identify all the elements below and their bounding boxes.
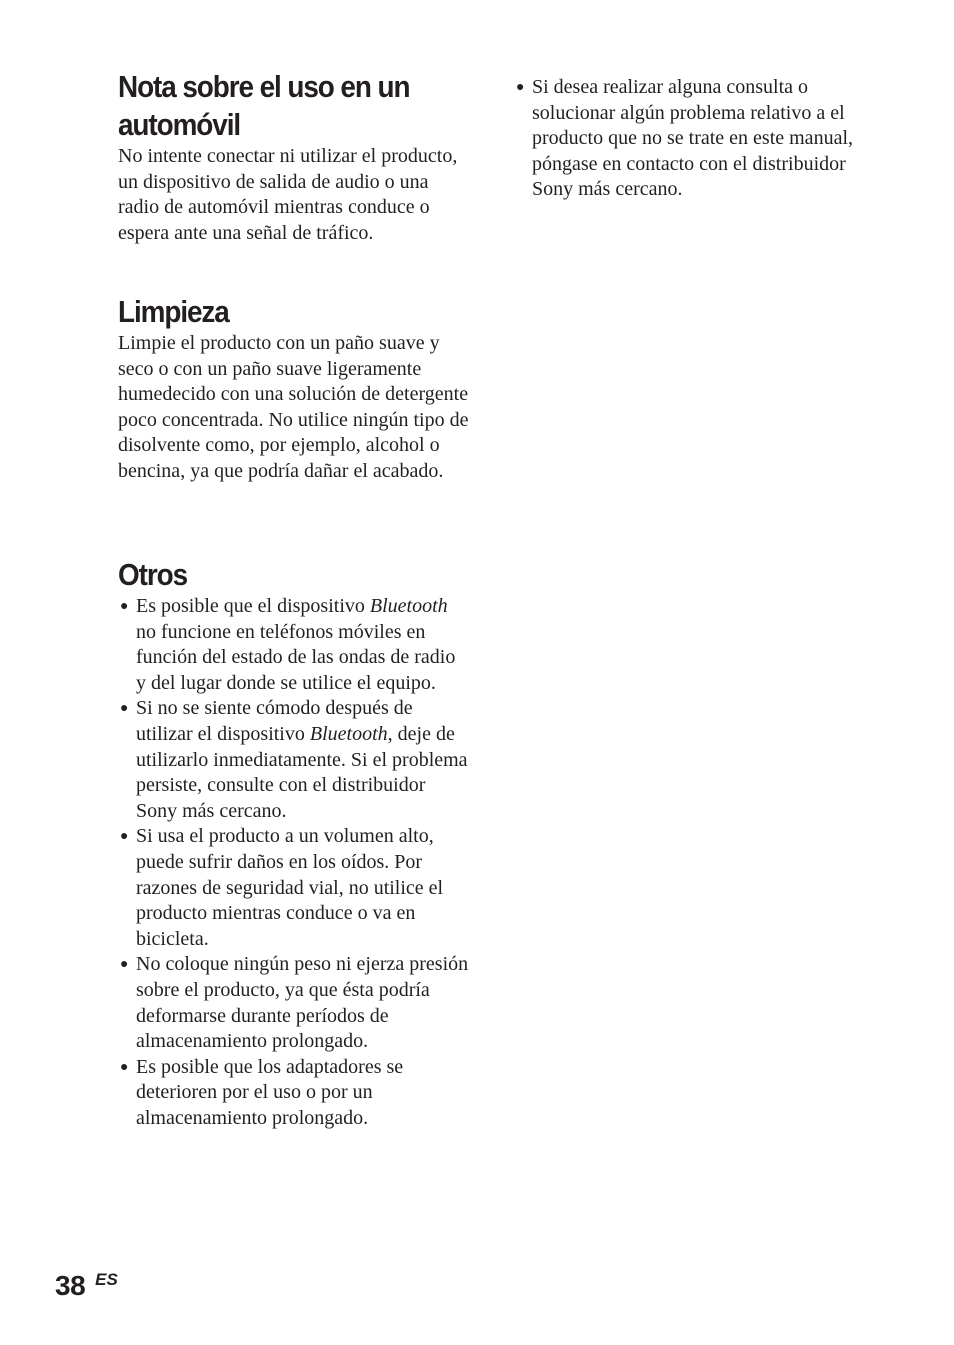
list-item-text-pre: Es posible que el dispositivo [136, 595, 370, 617]
list-item-text-em: Bluetooth [309, 722, 388, 745]
list-item-text-pre: Si no se siente cómodo después de utilizar el dispositivo [136, 697, 413, 745]
list-item [514, 75, 866, 203]
language-code: ES [95, 1270, 118, 1289]
list-item-text-post: no funcione en teléfonos móviles en función del estado de las ondas de radio y del lugar donde se utilice el equipo. [136, 620, 456, 694]
car-use-body: No intente conectar ni utilizar el producto, un dispositivo de salida de audio o una radio de automóvil mientras conduce o espera ante una señal de tráfico. [118, 145, 458, 244]
bullet-icon: ● [120, 957, 129, 973]
list-item [118, 1055, 470, 1132]
heading-car-use-line1: Nota sobre el uso en un [118, 69, 410, 104]
bullet-icon: ● [120, 701, 129, 717]
heading-car-use-line2: automóvil [118, 107, 241, 142]
heading-others: Otros [118, 557, 188, 592]
page-number: 38 [55, 1270, 86, 1301]
section-cleaning [118, 293, 470, 485]
bullet-icon: ● [120, 599, 129, 614]
others-list-continued [514, 75, 866, 203]
list-item-text: Si desea realizar alguna consulta o solucionar algún problema relativo a el producto que no se trate en este manual, póngase en contacto con el distribuidor Sony más cercano. [532, 76, 853, 201]
cleaning-body: Limpie el producto con un paño suave y seco o con un paño suave ligeramente humedecido con una solución de detergente poco concentrada. No utilice ningún tipo de disolvente como, por ejemplo, alcohol o bencina, ya que podría dañar el acabado. [118, 332, 469, 482]
section-car-use [118, 68, 470, 246]
heading-cleaning: Limpieza [118, 294, 229, 329]
heading-car-use [118, 68, 435, 144]
list-item-text-pre: Si usa el producto a un volumen alto, puede sufrir daños en los oídos. Por razones de seguridad vial, no utilice el producto mientras conduce o va en bicicleta. [136, 825, 444, 950]
page-footer [55, 1266, 118, 1306]
list-item [118, 824, 470, 952]
list-item-text-pre: Es posible que los adaptadores se deterioren por el uso o por un almacenamiento prolongado. [136, 1055, 404, 1129]
list-item-text-pre: No coloque ningún peso ni ejerza presión sobre el producto, ya que ésta podría deformarse durante períodos de almacenamiento prolongado. [136, 953, 469, 1053]
bullet-icon: ● [516, 80, 525, 95]
section-others-continued [514, 75, 866, 203]
list-item-text-em: Bluetooth [369, 595, 448, 617]
bullet-icon: ● [120, 1059, 129, 1075]
list-item [118, 594, 470, 696]
list-item [118, 952, 470, 1054]
section-others [118, 556, 470, 1131]
list-item [118, 696, 470, 824]
bullet-icon: ● [120, 829, 129, 845]
others-list [118, 594, 470, 1131]
list-item-text-post: , deje de utilizarlo inmediatamente. Si el problema persiste, consulte con el distribuidor Sony más cercano. [136, 722, 468, 822]
